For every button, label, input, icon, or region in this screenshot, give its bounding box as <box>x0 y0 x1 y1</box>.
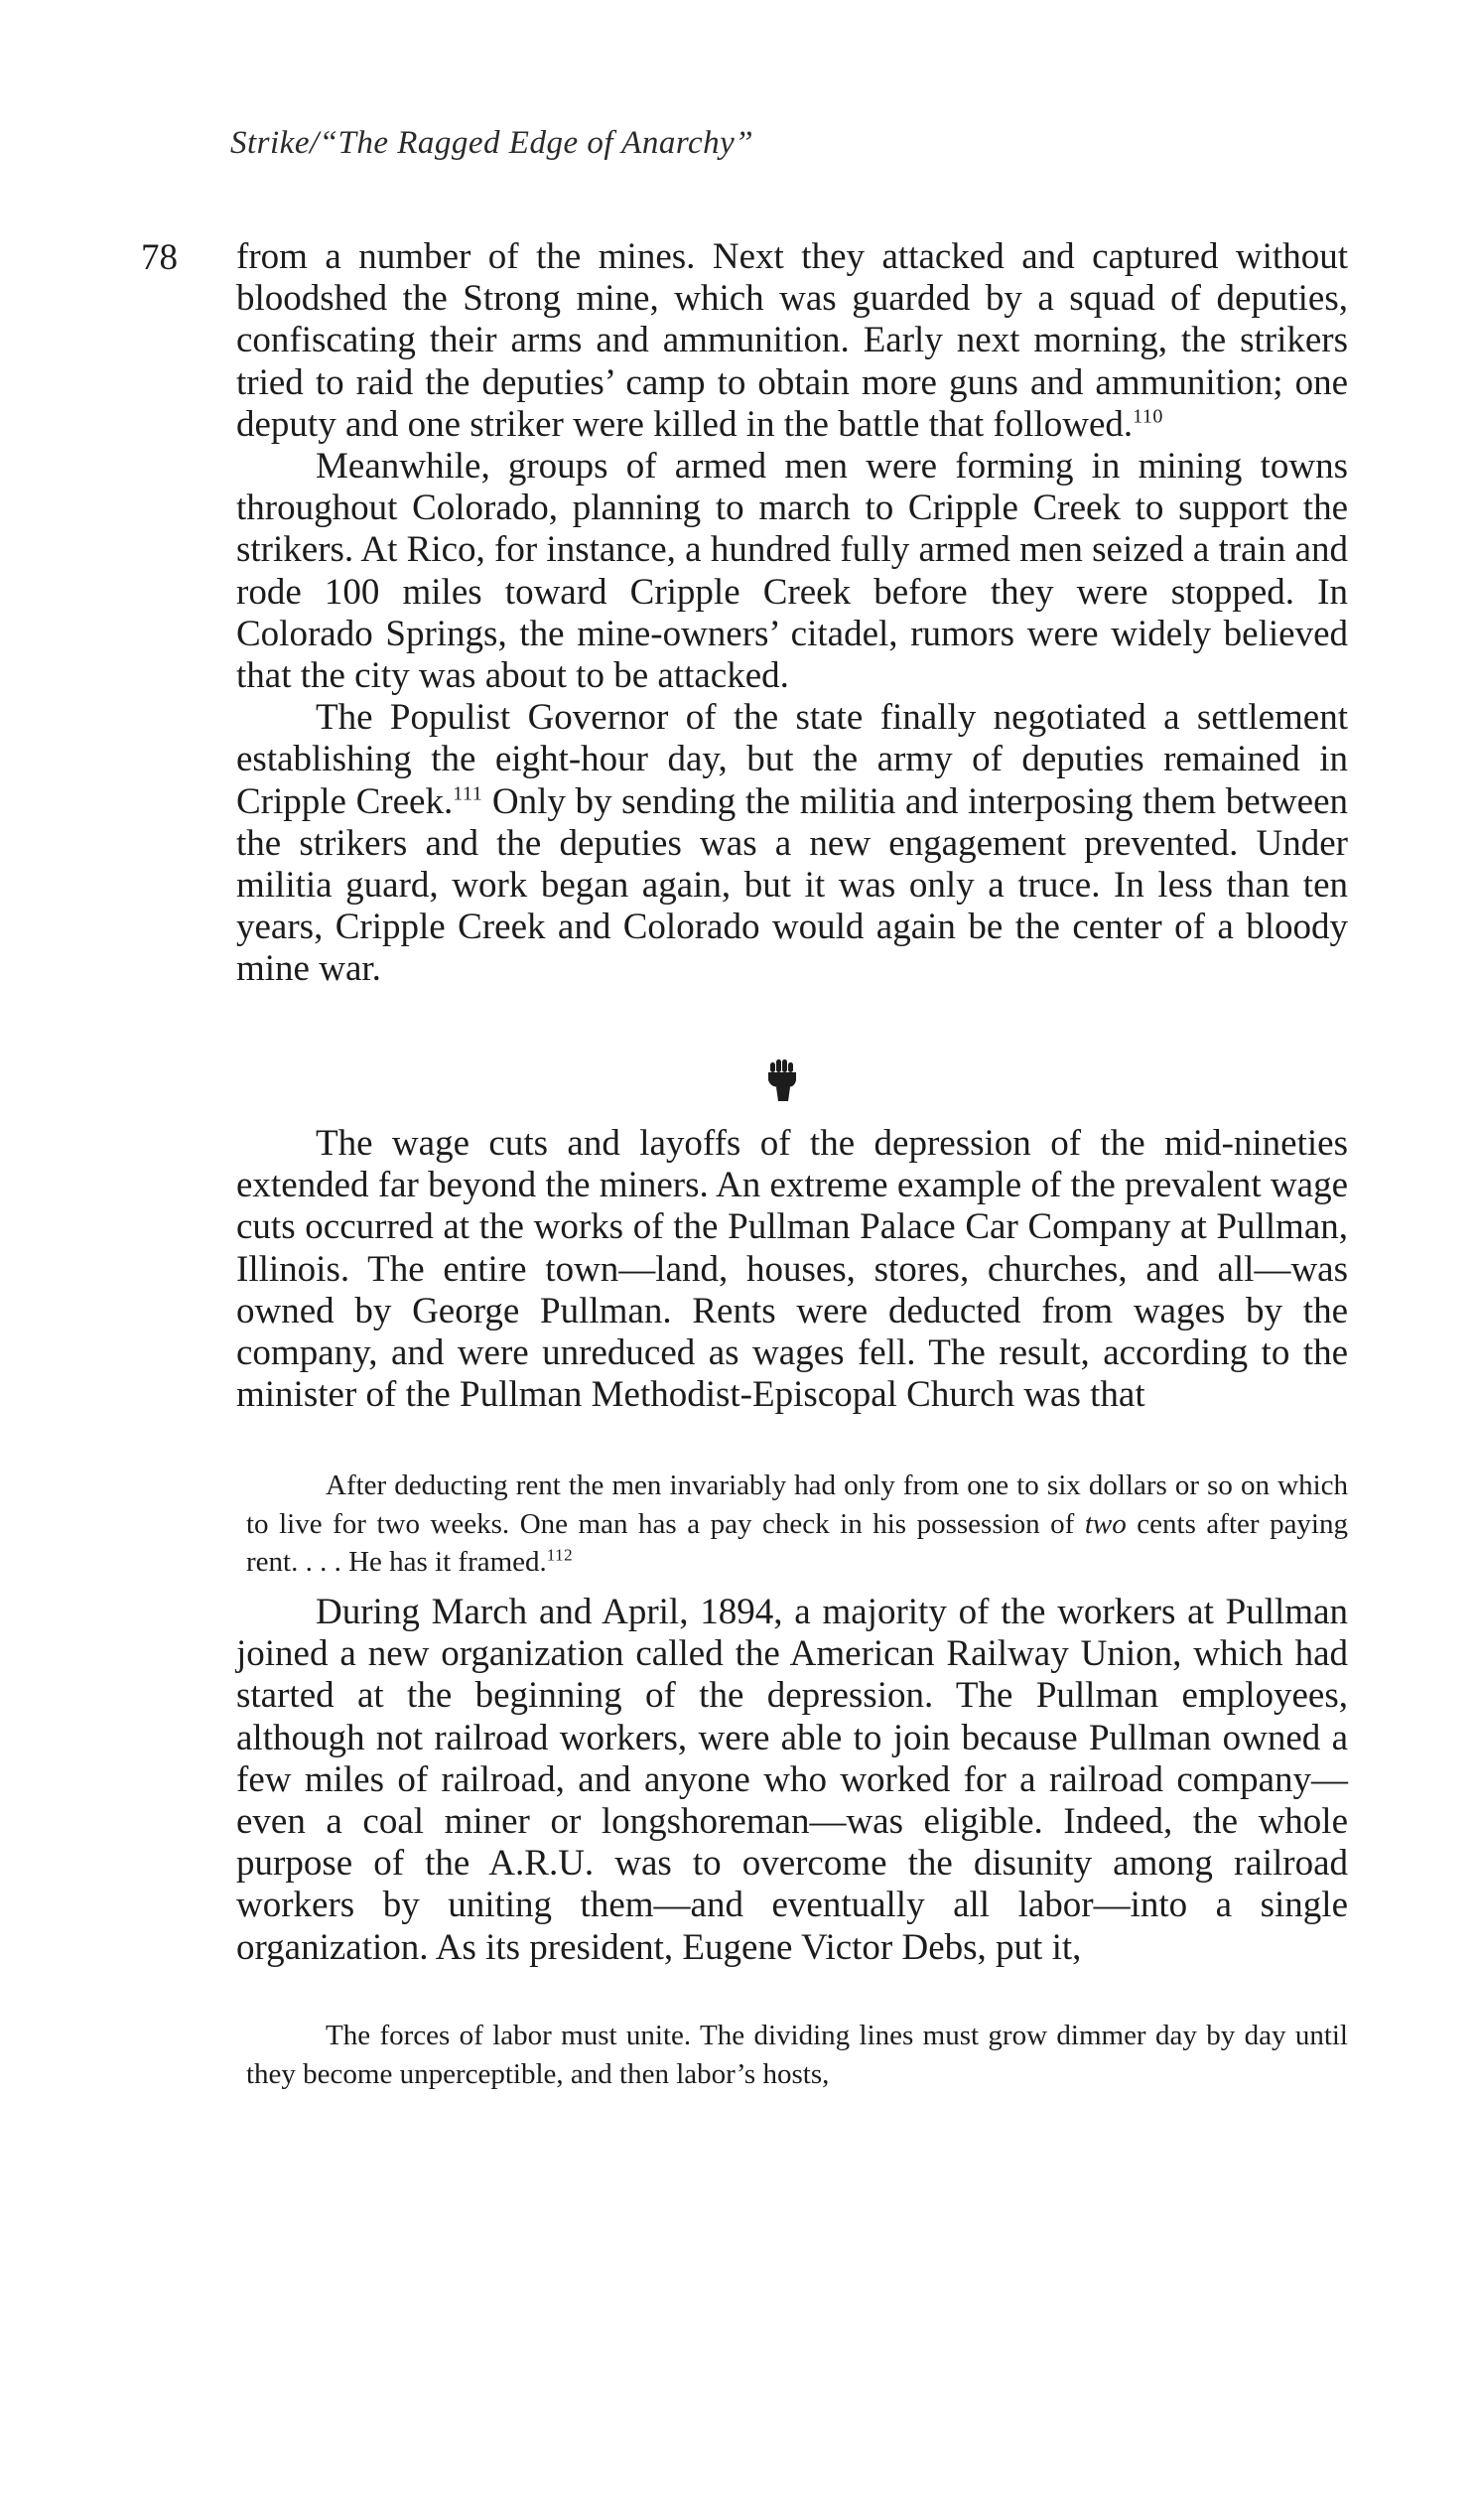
quote-text: After deducting rent the men invariably had only from one to six dollars or so on which to live for two weeks. One man has a pay check in his possession of <box>246 1470 1348 1540</box>
paragraph <box>236 236 1348 446</box>
emphasis: two <box>1084 1507 1127 1540</box>
paragraph: During March and April, 1894, a majority of the workers at Pullman joined a new organization called the American Railway Union, which had started at the beginning of the depression. The Pullman employees, although not railroad workers, were able to join because Pullman owned a few miles of railroad, and anyone who worked for a railroad company—even a coal miner or longshoreman—was eligible. Indeed, the whole purpose of the A.R.U. was to overcome the disunity among railroad workers by uniting them—and eventually all labor—into a single organization. As its president, Eugene Victor Debs, put it, <box>236 1592 1348 1968</box>
quote-text: cents after paying rent. . . . He has it framed. <box>246 1507 1348 1578</box>
paragraph: The wage cuts and layoffs of the depression of the mid-nineties extended far beyond the miners. An extreme example of the prevalent wage cuts occurred at the works of the Pullman Palace Car Company at Pullman, Illinois. The entire town—land, houses, stores, churches, and all—was owned by George Pullman. Rents were deducted from wages by the company, and were unreduced as wages fell. The result, according to the minister of the Pullman Methodist-Episcopal Church was that <box>236 1123 1348 1416</box>
running-head: Strike/“The Ragged Edge of Anarchy” <box>230 125 754 161</box>
paragraph-text: Only by sending the militia and interposing them between the strikers and the deputies was a new engagement prevented. Under militia guard, work began again, but it was only a truce. In less than ten years, Cripple Creek and Colorado would again be the center of a bloody mine war. <box>236 780 1349 990</box>
footnote-ref: 112 <box>546 1545 574 1565</box>
section-two-text <box>236 1123 1348 1416</box>
raised-fist-icon <box>765 1058 801 1102</box>
paragraph-text: from a number of the mines. Next they attacked and captured without bloodshed the Strong mine, which was guarded by a squad of deputies, confiscating their arms and ammunition. Early next morning, the strikers tried to raid the deputies’ camp to obtain more guns and ammunition; one deputy and one striker were killed in the battle that followed. <box>236 236 1348 445</box>
quote-paragraph <box>246 1467 1348 1582</box>
paragraph-text: The Populist Governor of the state finally negotiated a settlement establishing the eight-hour day, but the army of deputies remained in Cripple Creek. <box>236 697 1348 822</box>
section-one-text <box>236 236 1348 991</box>
block-quote <box>246 1467 1348 1582</box>
paragraph <box>236 697 1348 990</box>
quote-paragraph: The forces of labor must unite. The dividing lines must grow dimmer day by day until they become unperceptible, and then labor’s hosts, <box>246 2020 1348 2090</box>
footnote-ref: 111 <box>453 782 483 805</box>
page-number: 78 <box>141 237 178 278</box>
block-quote <box>246 2017 1348 2093</box>
paragraph: Meanwhile, groups of armed men were forming in mining towns throughout Colorado, planning to march to Cripple Creek to support the strikers. At Rico, for instance, a hundred fully armed men seized a train and rode 100 miles toward Cripple Creek before they were stopped. In Colorado Springs, the mine-owners’ citadel, rumors were widely believed that the city was about to be attacked. <box>236 446 1348 697</box>
footnote-ref: 110 <box>1133 405 1163 428</box>
section-two-continued <box>236 1592 1348 1969</box>
